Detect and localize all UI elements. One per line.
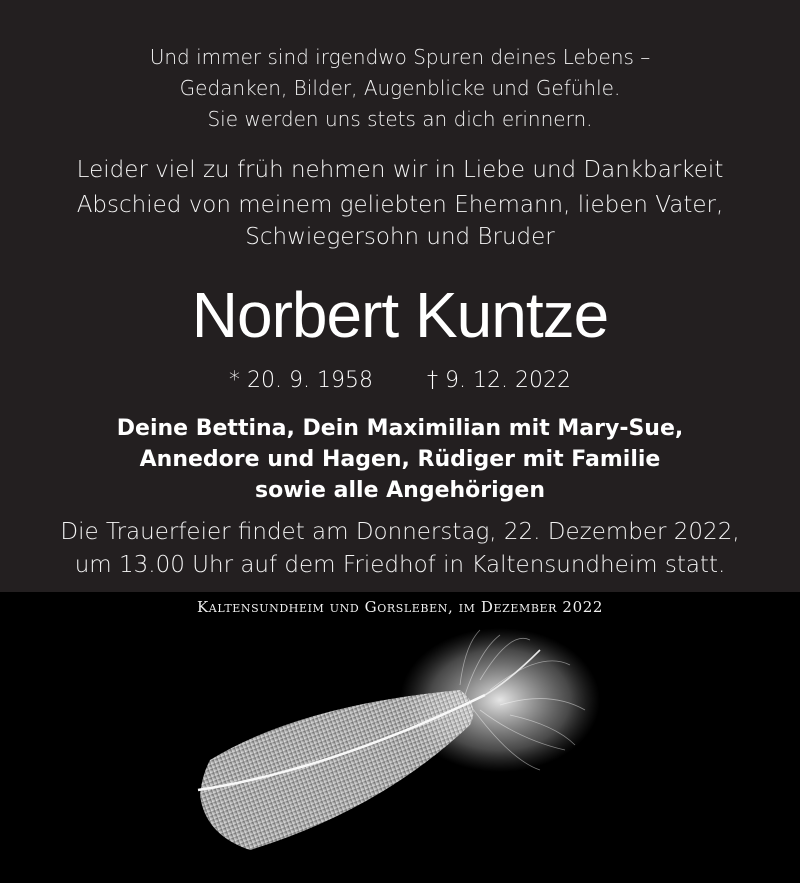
- death-date: † 9. 12. 2022: [427, 368, 571, 393]
- mourners-line-2: Annedore und Hagen, Rüdiger mit Familie: [139, 447, 661, 472]
- funeral-line-1: Die Trauerfeier findet am Donnerstag, 22. Dezember 2022,: [60, 519, 740, 545]
- mourners-line-1: Deine Bettina, Dein Maximilian mit Mary-Sue,: [116, 416, 684, 441]
- mourners-line-3: sowie alle Angehörigen: [254, 478, 546, 503]
- quote-line-1: Und immer sind irgendwo Spuren deines Lebens –: [149, 45, 651, 69]
- deceased-name: Norbert Kuntze: [191, 279, 609, 351]
- intro-line-1: Leider viel zu früh nehmen wir in Liebe und Dankbarkeit: [76, 157, 724, 183]
- birth-date: * 20. 9. 1958: [229, 368, 373, 393]
- intro-line-3: Schwiegersohn und Bruder: [245, 224, 555, 250]
- quote-line-2: Gedanken, Bilder, Augenblicke und Gefühle.: [179, 76, 621, 100]
- intro-line-2: Abschied von meinem geliebten Ehemann, lieben Vater,: [76, 192, 724, 218]
- feather-illustration: [180, 610, 610, 880]
- funeral-line-2: um 13.00 Uhr auf dem Friedhof in Kaltensundheim statt.: [74, 552, 726, 578]
- place-and-date: Kaltensundheim und Gorsleben, im Dezember 2022: [196, 598, 603, 616]
- life-dates: [0, 366, 800, 396]
- quote-line-3: Sie werden uns stets an dich erinnern.: [207, 107, 593, 131]
